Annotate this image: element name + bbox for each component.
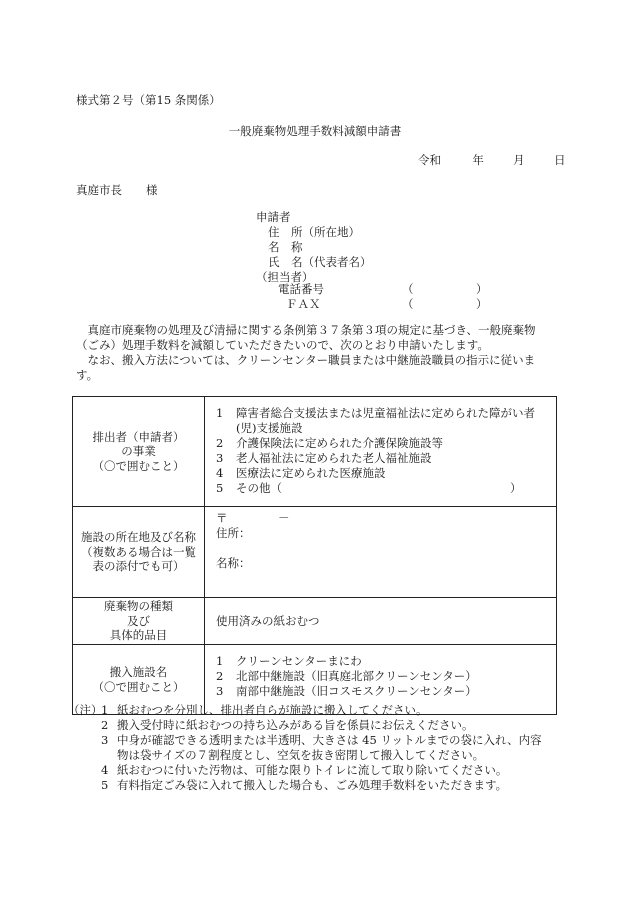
other-close-paren: ） [510,481,522,495]
list-item [216,481,542,496]
body-paragraph-2: なお、搬入方法については、クリーンセンター職員または中継施設職員の指示に従います。 [76,353,536,382]
note-item [68,733,548,763]
list-item [216,451,542,466]
facility-label-line: 表の添付でも可） [92,559,185,574]
item-text: 老人福祉法に定められた老人福祉施設 [236,451,432,465]
postal-dash: － [278,511,290,525]
phone-paren-close: ） [476,282,488,296]
body-text [76,323,554,383]
item-text: その他（ [236,481,282,495]
list-item [216,466,542,481]
item-number: 2 [216,669,224,683]
facility-input-cell[interactable] [205,507,557,598]
business-options-cell[interactable] [205,397,557,507]
waste-label-line: 及び [127,613,150,628]
list-item [216,436,542,451]
note-number: 2 [101,718,109,732]
item-text: 医療法に定められた医療施設 [236,466,386,480]
phone-row [278,282,488,297]
table-row-waste [73,598,557,645]
business-label-line: 排出者（申請者） [92,429,185,444]
addressee-name: 真庭市長 [76,183,122,197]
addressee-honorific: 様 [146,183,158,197]
date-month: 月 [513,153,525,167]
fax-paren-open: （ [402,297,414,311]
item-text: 介護保険法に定められた介護保険施設等 [236,436,443,450]
waste-value-cell [205,598,557,645]
notes-mark: （注） [68,703,103,717]
waste-label-cell [73,598,205,645]
item-text: 障害者総合支援法または児童福祉法に定められた障がい者(児)支援施設 [236,406,535,435]
list-item [216,406,542,436]
waste-value: 使用済みの紙おむつ [216,613,320,628]
fax-row [278,297,488,312]
note-item [68,778,548,793]
note-item [68,703,548,718]
date-era: 令和 [418,153,441,167]
date-day: 日 [553,153,566,167]
note-number: 3 [101,733,109,747]
destination-label-line: （〇で囲むこと） [92,679,185,694]
item-text: 南部中継施設（旧コスモスクリーンセンター） [236,684,477,698]
note-text: 紙おむつに付いた汚物は、可能な限りトイレに流して取り除いてください。 [117,763,508,777]
facility-label-cell [73,507,205,598]
table-row-business [73,397,557,507]
list-item [216,684,556,699]
applicant-name-label: 名 称 [268,240,303,254]
notes-block [68,703,548,793]
item-number: 3 [216,451,224,465]
date-line [418,153,565,167]
item-number: 1 [216,406,224,420]
addressee [76,183,158,197]
fax-paren-close: ） [476,297,488,311]
contact-block [278,282,488,312]
document-title: 一般廃棄物処理手数料減額申請書 [228,124,402,138]
item-text: クリーンセンターまにわ [236,654,362,668]
item-number: 5 [216,481,224,495]
applicant-person-label: 氏 名（代表者名） [268,255,372,269]
list-item [216,669,556,684]
waste-label-line: 具体的品目 [109,628,168,643]
business-label-cell [73,397,205,507]
note-text: 紙おむつを分別し、排出者自らが施設に搬入してください。 [117,703,428,717]
facility-label-line: （複数ある場合は一覧 [81,544,196,559]
item-number: 1 [216,654,224,668]
business-label-line: （〇で囲むこと） [92,458,185,473]
facility-address-label: 住所： [216,526,251,540]
body-paragraph-1: 真庭市廃棄物の処理及び清掃に関する条例第３７条第３項の規定に基づき、一般廃棄物（ごみ）処理手数料を減額していただきたいので、次のとおり申請いたします。 [76,323,536,352]
note-text: 有料指定ごみ袋に入れて搬入した場合も、ごみ処理手数料をいただきます。 [117,778,508,792]
table-row-facility [73,507,557,598]
waste-label-line: 廃棄物の種類 [104,599,173,614]
note-text: 搬入受付時に紙おむつの持ち込みがある旨を係員にお伝えください。 [117,718,474,732]
fax-label: ＦＡＸ [286,297,321,311]
destination-label-line: 搬入施設名 [109,665,168,680]
note-item [68,763,548,778]
note-number: 1 [101,703,109,717]
application-table [72,396,557,715]
business-label-line: の事業 [121,444,156,459]
applicant-address-label: 住 所（所在地） [268,225,360,239]
phone-label: 電話番号 [278,282,324,296]
postal-code-line [216,511,556,526]
note-text: 中身が確認できる透明または半透明、大きさは 45 リットルまでの袋に入れ、内容物は袋サイズの７割程度とし、空気を抜き密閉して搬入してください。 [117,733,542,762]
phone-paren-open: （ [402,282,414,296]
contact-heading: （担当者） [256,270,314,284]
applicant-block [256,210,372,285]
item-number: 2 [216,436,224,450]
note-number: 5 [101,778,109,792]
postal-mark: 〒 [216,511,228,525]
form-number: 様式第２号（第15 条関係） [76,93,221,107]
facility-label-line: 施設の所在地及び名称 [81,530,196,545]
applicant-heading: 申請者 [256,210,291,224]
date-year: 年 [472,153,484,167]
facility-name-label: 名称： [216,556,251,570]
list-item [216,654,556,669]
item-number: 4 [216,466,224,480]
note-item [68,718,548,733]
note-number: 4 [101,763,109,777]
item-text: 北部中継施設（旧真庭北部クリーンセンター） [236,669,477,683]
item-number: 3 [216,684,224,698]
